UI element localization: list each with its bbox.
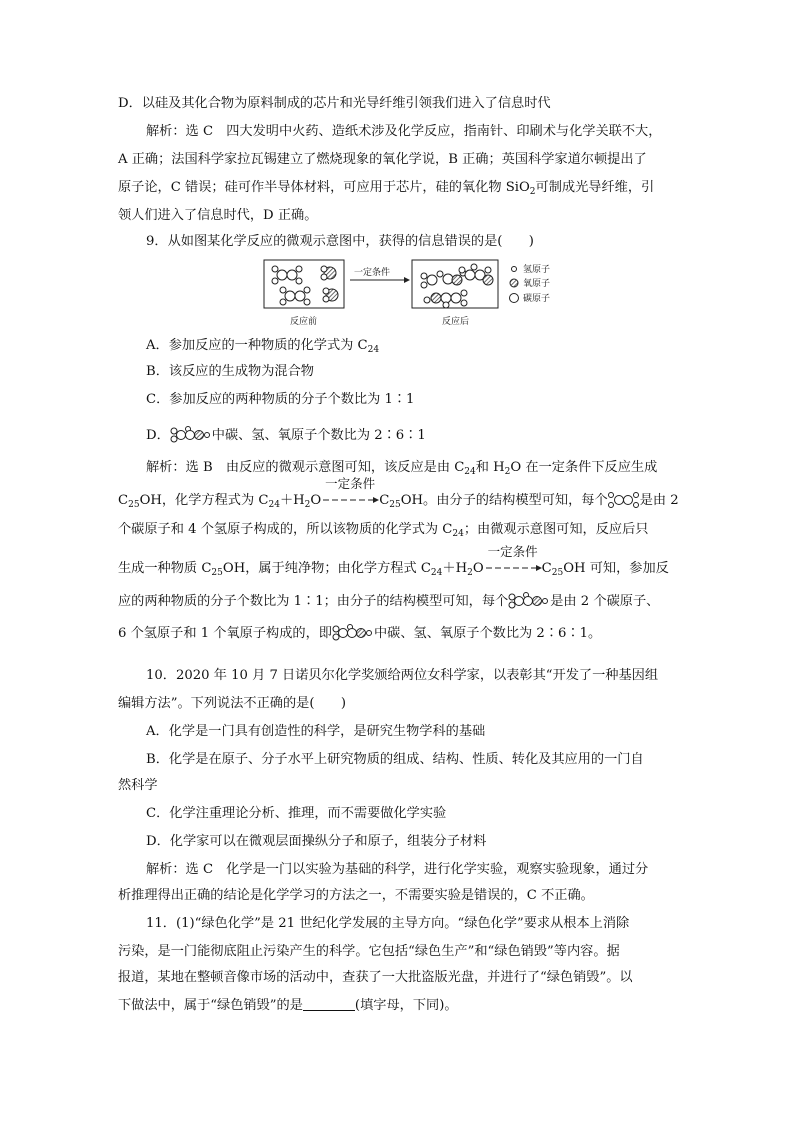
question-10-line1: 10．2020 年 10 月 7 日诺贝尔化学奖颁给两位女科学家，以表彰其“开发了一种基因组 <box>146 668 659 683</box>
q9-explanation-line5: 应的两种物质的分子个数比为 1∶1；由分子的结构模型可知，每个 是由 2 个碳原子、 <box>118 594 660 609</box>
q10-option-b: B．化学是在原子、分子水平上研究物质的组成、结构、性质、转化及其应用的一门自 <box>146 752 644 767</box>
legend-o-label: 氧原子 <box>523 279 551 289</box>
answer-blank[interactable] <box>303 996 355 1011</box>
legend-c-symbol <box>510 294 519 303</box>
q9-option-a: A．参加反应的一种物质的化学式为 $C_{24}$ <box>146 338 380 355</box>
q10-explanation-line1: 解析：选 C 化学是一门以实验为基础的科学，进行化学实验，观察实验现象，通过分 <box>146 862 649 877</box>
explanation-8-line2: A 正确；法国科学家拉瓦锡建立了燃烧现象的氧化学说，B 正确；英国科学家道尔顿提出了 <box>118 152 647 167</box>
q9-explanation-line1: 解析：选 B 由反应的微观示意图可知，该反应是由 $C_{24}$和 $H_2O$ 在一定条件下反应生成 <box>146 460 658 477</box>
ethanol-molecule-icon <box>332 624 374 642</box>
ethanol-molecule-icon <box>170 426 212 444</box>
after-label: 反应后 <box>442 317 470 327</box>
option-d-prev: D．以硅及其化合物为原料制成的芯片和光导纤维引领我们进入了信息时代 <box>118 96 551 111</box>
question-11-line2: 污染，是一门能彻底阻止污染产生的科学。它包括“绿色生产”和“绿色销毁”等内容。据 <box>118 944 620 959</box>
before-label: 反应前 <box>290 317 318 327</box>
legend-h-symbol <box>512 267 517 272</box>
reaction-diagram <box>262 258 572 330</box>
q9-explanation-line6: 6 个氢原子和 1 个氧原子构成的，即 中碳、氢、氧原子个数比为 2∶6∶1。 <box>118 626 602 641</box>
q10-explanation-line2: 析推理得出正确的结论是化学学习的方法之一，不需要实验是错误的，C 不正确。 <box>118 888 594 903</box>
q10-option-c: C．化学注重理论分析、推理，而不需要做化学实验 <box>146 806 447 821</box>
question-10-line2: 编辑方法”。下列说法不正确的是( ) <box>118 696 347 711</box>
explanation-8-line4: 领人们进入了信息时代，D 正确。 <box>118 208 318 223</box>
explanation-8-line1: 解析：选 C 四大发明中火药、造纸术涉及化学反应，指南针、印刷术与化学关联不大， <box>146 124 662 139</box>
question-11-line1: 11．(1)“绿色化学”是 21 世纪化学发展的主导方向。“绿色化学”要求从根本上消除 <box>146 916 630 931</box>
ethylene-molecule-icon <box>608 491 640 509</box>
condition-arrow: 一定条件 <box>321 488 379 508</box>
q9-option-b: B．该反应的生成物为混合物 <box>146 364 314 379</box>
q10-option-a: A．化学是一门具有创造性的科学，是研究生物学科的基础 <box>146 724 486 739</box>
ethanol-molecule-icon <box>508 592 550 610</box>
explanation-8-line3: 原子论，C 错误；硅可作半导体材料，可应用于芯片，硅的氧化物 SiO$_2$可制成光导纤维，引 <box>118 180 655 197</box>
q9-explanation-line2: $C_{25}OH$，化学方程式为 $C_{24}+H_2O$ 一定条件 $C_{25}OH$。由分子的结构模型可知，每个 是由 2 <box>118 476 679 510</box>
q9-explanation-line4: 生成一种物质 $C_{25}OH$，属于纯净物；由化学方程式 $C_{24}+H_2O$ 一定条件 $C_{25}OH$ 可知，参加反 <box>118 544 669 578</box>
q10-option-d: D．化学家可以在微观层面操纵分子和原子，组装分子材料 <box>146 834 487 849</box>
reaction-figure <box>262 258 572 330</box>
q9-explanation-line3: 个碳原子和 4 个氢原子构成的，所以该物质的化学式为 $C_{24}$；由微观示意图可知，反应后只 <box>118 522 649 539</box>
q9-option-d: D． 中碳、氢、氧原子个数比为 2∶6∶1 <box>146 428 426 443</box>
legend-h-label: 氢原子 <box>523 265 551 275</box>
q10-option-b-cont: 然科学 <box>118 778 158 793</box>
question-11-line3: 报道，某地在整顿音像市场的活动中，查获了一大批盗版光盘，并进行了“绿色销毁”。以 <box>118 970 633 985</box>
arrow-condition: 一定条件 <box>354 268 391 278</box>
legend-c-label: 碳原子 <box>523 294 551 304</box>
question-11-line4: 下做法中，属于“绿色销毁”的是 (填字母，下同)。 <box>118 998 458 1013</box>
q9-option-c: C．参加反应的两种物质的分子个数比为 1∶1 <box>146 392 415 407</box>
condition-arrow: 一定条件 <box>484 556 542 576</box>
question-9: 9．从如图某化学反应的微观示意图中，获得的信息错误的是( ) <box>146 234 534 249</box>
legend-o-symbol <box>510 279 518 287</box>
